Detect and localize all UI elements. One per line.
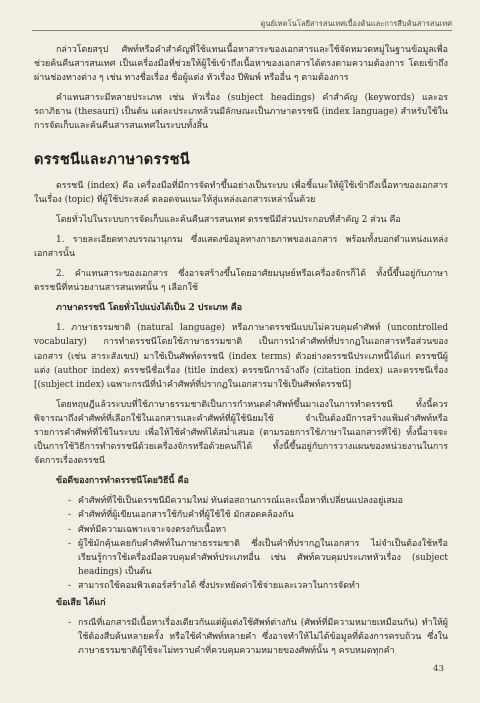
natural-language-paragraph: 1. ภาษาธรรมชาติ (natural language) หรือภาษาดรรชนีแบบไม่ควบคุมคำศัพท์ (uncontrolled vocabulary) การทำดรรชนีโดยใช้ภาษาธรรมชาติ เป็นการนำคำศัพท์ที่ปรากฏในเอกสารหรือส่วนของเอกสาร (เช่น สาระสังเขป) มาใช้เป็นศัพท์ดรรชนี (index terms) ตัวอย่างดรรชนีประเภทนี้ได้แก่ ดรรชนีผู้แต่ง (author index) ดรรชนีชื่อเรื่อง (title index) ดรรชนีการอ้างถึง (citation index) และดรรชนีเรื่อง [(subject index) เฉพาะกรณีที่นำคำศัพท์ที่ปรากฏในเอกสารมาใช้เป็นศัพท์ดรรชนี] xyxy=(34,323,448,390)
list-item: - คำศัพท์ที่ผู้เขียนเอกสารใช้กับคำที่ผู้ใช้ใช้ มักสอดคล้องกัน xyxy=(68,510,294,521)
running-head: ดูนย์เทคโนโลยีสารสนเทศเบื้องต้นและการสืบค้นสารสนเทศ xyxy=(260,19,452,28)
header-rule xyxy=(32,30,452,31)
list-item: - คำศัพท์ที่ใช้เป็นดรรชนีมีความใหม่ ทันต่อสถานการณ์และเนื้อหาที่เปลี่ยนแปลงอยู่เสมอ xyxy=(68,496,403,507)
list-item: - สามารถใช้คอมพิวเตอร์สร้างได้ ซึ่งประหยัดค่าใช้จ่ายและเวลาในการจัดทำ xyxy=(68,580,360,591)
page-number: 43 xyxy=(433,664,444,674)
section-heading: ดรรชนีและภาษาดรรชนี xyxy=(34,151,191,168)
advantages-heading: ข้อดีของการทำดรรชนีโดยวิธีนี้ คือ xyxy=(56,476,189,487)
list-item: - ศัพท์มีความเฉพาะเจาะจงตรงกับเนื้อหา xyxy=(68,524,227,535)
index-language-types: ภาษาดรรชนี โดยทั่วไปแบ่งได้เป็น 2 ประเภท คือ xyxy=(56,303,243,314)
list-item: - ผู้ใช้มักคุ้นเคยกับคำศัพท์ในภาษาธรรมชาติ ซึ่งเป็นคำที่ปรากฏในเอกสาร ไม่จำเป็นต้องใช้หรือเรียนรู้การใช้เครื่องมือควบคุมคำศัพท์ประเภทอื่น เช่น ศัพท์ควบคุมประเภทหัวเรื่อง (subject headings) เป็นต้น xyxy=(68,538,448,577)
disadvantages-list xyxy=(34,616,448,658)
index-component-2: 2. คำแทนสาระของเอกสาร ซึ่งอาจสร้างขึ้นโดยอาศัยมนุษย์หรือเครื่องจักรก็ได้ ทั้งนี้ขึ้นอยู่กับภาษาดรรชนีที่หน่วยงานสารสนเทศนั้น ๆ เลือกใช้ xyxy=(34,269,448,294)
index-definition: ดรรชนี (index) คือ เครื่องมือที่มีการจัดทำขึ้นอย่างเป็นระบบ เพื่อชี้แนะให้ผู้ใช้เข้าถึงเนื้อหาของเอกสารในเรื่อง (topic) ที่ผู้ใช้ประสงค์ ตลอดจนแนะให้สู่แหล่งเอกสารเหล่านั้นด้วย xyxy=(34,180,448,205)
index-component-1: 1. รายละเอียดทางบรรณานุกรม ซึ่งแสดงข้อมูลทางกายภาพของเอกสาร พร้อมทั้งบอกตำแหน่งแหล่งเอกสารนั้น xyxy=(34,234,448,259)
index-components-intro: โดยทั่วไปในระบบการจัดเก็บและค้นคืนสารสนเทศ ดรรชนีมีส่วนประกอบที่สำคัญ 2 ส่วน คือ xyxy=(56,214,401,225)
theory-paragraph: โดยทฤษฎีแล้วระบบที่ใช้ภาษาธรรมชาติเป็นการกำหนดคำศัพท์ขึ้นมาเองในการทำดรรชนี ทั้งนี้ควรพิจารณาถึงคำศัพท์ที่เลือกใช้ในเอกสารและคำศัพท์ที่ผู้ใช้นิยมใช้ จำเป็นต้องมีการสร้างแฟ้มคำศัพท์หรือรายการคำศัพท์ที่ใช้ในระบบ เพื่อให้ใช้คำศัพท์ได้สม่ำเสมอ (ตามรอยการใช้ภาษาในเอกสารที่ใช้) ทั้งนี้อาจจะเป็นการใช้วิธีการทำดรรชนีด้วยเครื่องจักรหรือด้วยคนก็ได้ ทั้งนี้ขึ้นอยู่กับการวางแผนของหน่วยงานในการจัดการเรื่องดรรชนี xyxy=(34,399,448,467)
disadvantages-heading: ข้อเสีย ได้แก่ xyxy=(56,598,106,608)
intro-paragraph-2: คำแทนสาระมีหลายประเภท เช่น หัวเรื่อง (subject headings) คำสำคัญ (keywords) และอรรถาภิธาน (thesauri) เป็นต้น แต่ละประเภทล้วนมีลักษณะเป็นภาษาดรรชนี (index language) สำหรับใช้ในการจัดเก็บและค้นคืนสารสนเทศในระบบทั้งสิ้น xyxy=(34,93,448,132)
list-item: - กรณีที่เอกสารมีเนื้อหาเรื่องเดียวกันแต่ผู้แต่งใช้ศัพท์ต่างกัน (ศัพท์ที่มีความหมายเหมือนกัน) ทำให้ผู้ใช้ต้องสืบค้นหลายครั้ง หรือใช้คำศัพท์หลายคำ ซึ่งอาจทำให้ไม่ได้ข้อมูลที่ต้องการครบถ้วน ซึ่งในภาษาธรรมชาติผู้ใช้จะไม่ทราบคำที่ควบคุมความหมายของศัพท์นั้น ๆ ครบหมดทุกคำ xyxy=(68,618,448,657)
intro-paragraph-1: กล่าวโดยสรุป ศัพท์หรือคำสำคัญที่ใช้แทนเนื้อหาสาระของเอกสารและใช้จัดหมวดหมู่ในฐานข้อมูลเพื่อช่วยค้นคืนสารสนเทศ เป็นเครื่องมือที่ช่วยให้ผู้ใช้เข้าถึงเนื้อหาของเอกสารได้ตรงตามความต้องการ โดยเข้าถึงผ่านช่องทางต่าง ๆ เช่น ทางชื่อเรื่อง ชื่อผู้แต่ง หัวเรื่อง ปีพิมพ์ หรืออื่น ๆ ตามต้องการ xyxy=(34,45,448,84)
advantages-list xyxy=(34,494,448,593)
page-body xyxy=(34,43,448,658)
